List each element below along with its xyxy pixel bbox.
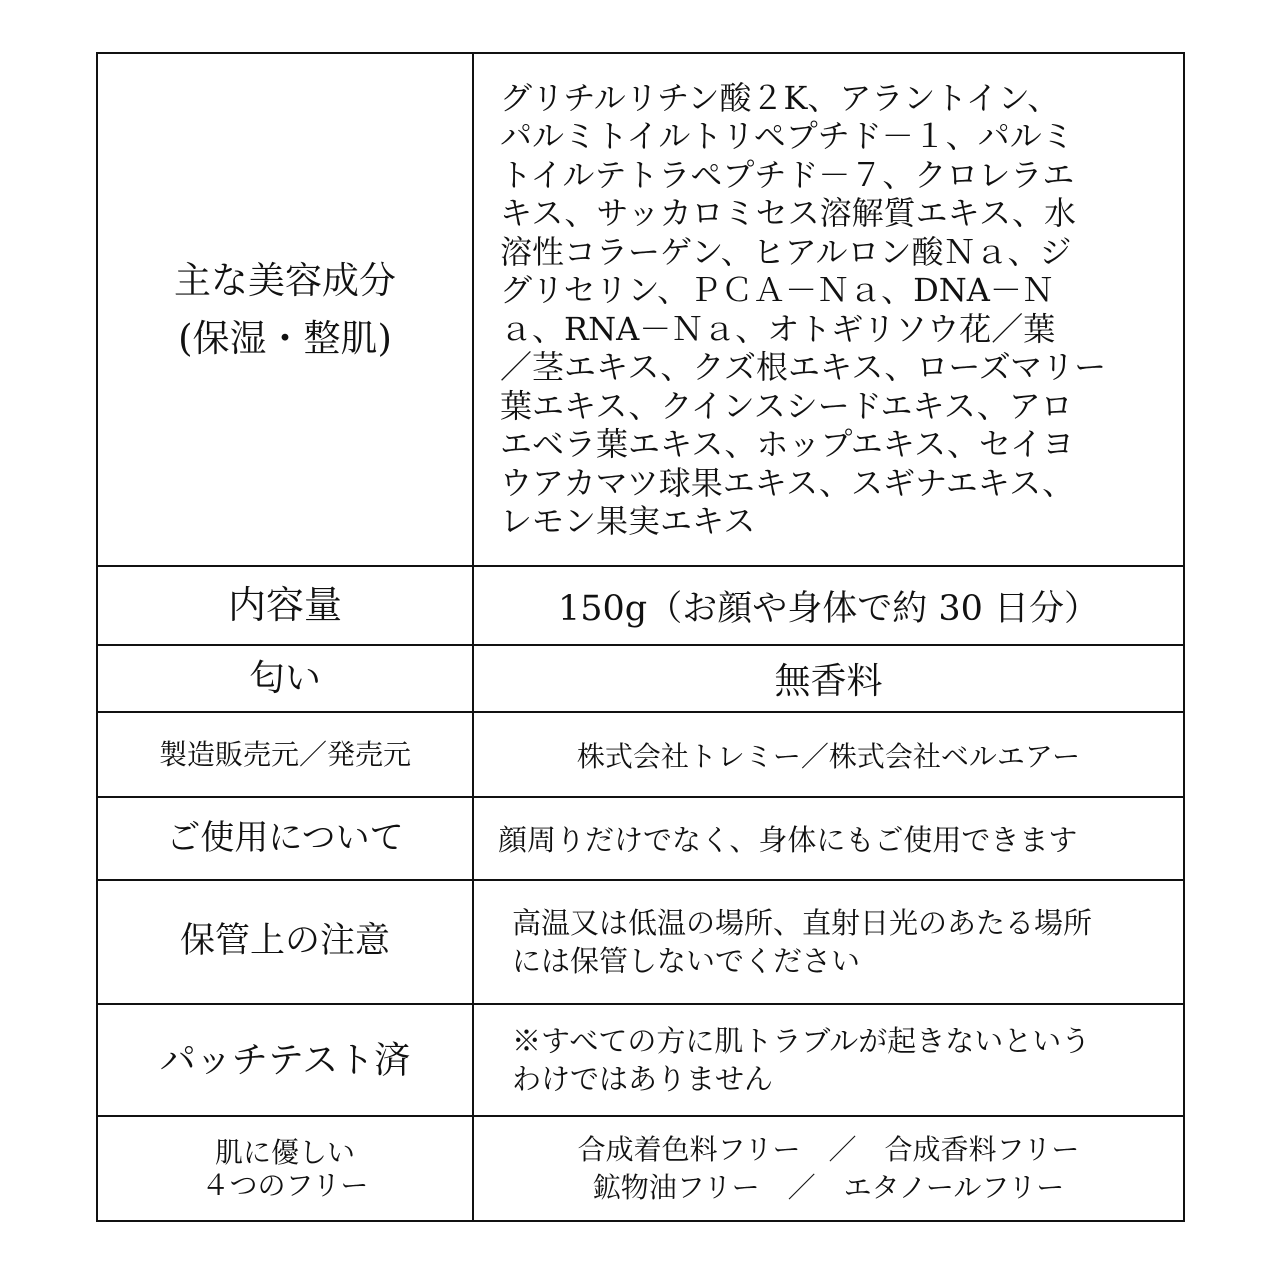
spec-value-cell bbox=[473, 1116, 1184, 1221]
spec-value-cell bbox=[473, 880, 1184, 1004]
spec-value-cell bbox=[473, 566, 1184, 645]
spec-label-maker: 製造販売元／発売元 bbox=[158, 738, 411, 771]
spec-row-patch-test bbox=[97, 1004, 1184, 1116]
spec-value-free-from: 合成着色料フリー ／ 合成香料フリー 鉱物油フリー ／ エタノールフリー bbox=[577, 1132, 1080, 1204]
spec-value-cell bbox=[473, 645, 1184, 712]
spec-row-free-from bbox=[97, 1116, 1184, 1221]
spec-label-patch-test: パッチテスト済 bbox=[159, 1039, 411, 1081]
spec-value-ingredients: グリチルリチン酸２K、アラントイン、 パルミトイルトリペプチド－１、パルミ トイルテトラペプチド－７、クロレラエ キス、サッカロミセス溶解質エキス、水 溶性コラーゲン、ヒアルロン酸Ｎａ、ジ グリセリン、ＰＣＡ－Ｎａ、DNA－Ｎ ａ、RNA－Ｎａ、オトギリソウ花／葉 ／茎エキス、クズ根エキス、ローズマリー 葉エキス、クインスシードエキス、アロ エベラ葉エキス、ホップエキス、セイヨ ウアカマツ球果エキス、スギナエキス、 レモン果実エキス bbox=[500, 78, 1107, 540]
spec-label-cell bbox=[97, 1004, 473, 1116]
spec-value-maker: 株式会社トレミー／株式会社ベルエアー bbox=[576, 739, 1081, 773]
spec-label-cell bbox=[97, 53, 473, 566]
spec-row-ingredients bbox=[97, 53, 1184, 566]
spec-label-storage: 保管上の注意 bbox=[179, 921, 390, 962]
product-spec-table bbox=[96, 52, 1185, 1222]
spec-row-maker bbox=[97, 712, 1184, 797]
spec-row-usage bbox=[97, 797, 1184, 880]
spec-value-volume: 150g（お顔や身体で約 30 日分） bbox=[558, 588, 1099, 629]
spec-value-cell bbox=[473, 712, 1184, 797]
spec-value-usage: 顔周りだけでなく、身体にもご使用できます bbox=[498, 823, 1078, 857]
spec-label-cell bbox=[97, 645, 473, 712]
spec-label-cell bbox=[97, 880, 473, 1004]
spec-label-volume: 内容量 bbox=[227, 582, 342, 627]
spec-row-volume bbox=[97, 566, 1184, 645]
spec-label-cell bbox=[97, 797, 473, 880]
spec-label-usage: ご使用について bbox=[166, 818, 404, 859]
spec-row-scent bbox=[97, 645, 1184, 712]
spec-value-cell bbox=[473, 53, 1184, 566]
spec-value-scent: 無香料 bbox=[774, 661, 883, 702]
spec-row-storage bbox=[97, 880, 1184, 1004]
spec-value-cell bbox=[473, 1004, 1184, 1116]
spec-label-cell bbox=[97, 712, 473, 797]
spec-label-scent: 匂い bbox=[248, 658, 321, 699]
spec-label-cell bbox=[97, 566, 473, 645]
spec-label-ingredients: 主な美容成分 (保湿・整肌) bbox=[174, 259, 396, 360]
spec-value-storage: 高温又は低温の場所、直射日光のあたる場所 には保管しないでください bbox=[512, 906, 1093, 978]
spec-label-cell bbox=[97, 1116, 473, 1221]
spec-value-cell bbox=[473, 797, 1184, 880]
spec-value-patch-test: ※すべての方に肌トラブルが起きないという わけではありません bbox=[512, 1024, 1091, 1096]
spec-label-free-from: 肌に優しい ４つのフリー bbox=[201, 1135, 369, 1202]
